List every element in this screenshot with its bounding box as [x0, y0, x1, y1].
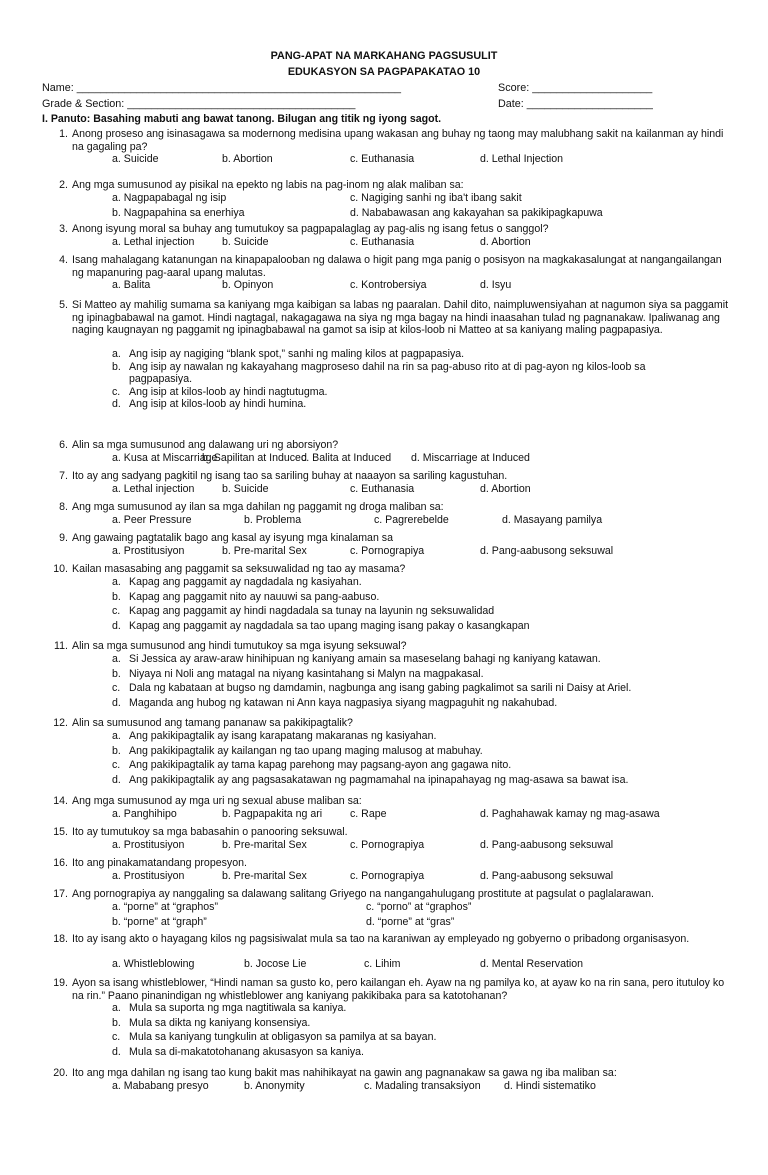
answer-choice[interactable]: d. Mental Reservation	[480, 958, 584, 970]
answer-choice[interactable]: a. Lethal injection	[112, 236, 195, 248]
question-text: Ito ay ang sadyang pagkitil ng isang tao sa sariling buhay at naaayon sa sariling kagustuhan.	[72, 470, 508, 482]
question-number: 17.	[53, 888, 68, 900]
question-text: Ayon sa isang whistleblower, “Hindi naman sa gusto ko, pero kailangan eh. Ayaw na ng pamilya ko, at ayaw ko na rin sana, pero itutuloy ko na rin.” Paano pinanindigan ng whistleblower ang kaniyang pakikibaka para sa katotohanan?	[72, 977, 725, 1002]
answer-choice[interactable]: b. Pre-marital Sex	[222, 545, 307, 557]
answer-choice[interactable]: d. Nababawasan ang kakayahan sa pakikipagkapuwa	[350, 206, 603, 219]
answer-choice[interactable]: c. Pornograpiya	[350, 545, 425, 557]
answer-choice[interactable]: c. “porno” at “graphos”	[366, 901, 472, 913]
question-number: 15.	[53, 826, 68, 838]
question-number: 3.	[59, 223, 68, 235]
question-text: Anong proseso ang isinasagawa sa modernong medisina upang wakasan ang buhay ng taong may malubhang sakit na kailanman ay hindi na gagaling pa?	[72, 128, 724, 153]
question-number: 19.	[53, 977, 68, 989]
answer-choice[interactable]: d. Isyu	[480, 279, 512, 291]
answer-choice[interactable]: b. Jocose Lie	[244, 958, 307, 970]
date-field[interactable]: Date: _____________________	[498, 98, 653, 110]
question-text: Ito ang mga dahilan ng isang tao kung bakit mas nahihikayat na gawin ang pagnanakaw sa gawa ng iba maliban sa:	[72, 1067, 617, 1079]
answer-choice[interactable]: c. Euthanasia	[350, 153, 415, 165]
answer-choice[interactable]: b. Anonymity	[244, 1080, 305, 1092]
answer-choice[interactable]: b. Problema	[244, 514, 302, 526]
score-field[interactable]: Score: ____________________	[498, 82, 653, 94]
answer-choice[interactable]: b. Opinyon	[222, 279, 274, 291]
answer-choice[interactable]: c. Euthanasia	[350, 236, 415, 248]
answer-choice[interactable]: a. Kusa at Miscarriage	[112, 452, 218, 464]
answer-choice[interactable]: b. “porne” at “graph”	[112, 915, 207, 928]
answer-choice[interactable]: d. Pang-aabusong seksuwal	[480, 870, 614, 882]
answer-choice[interactable]: d. Abortion	[480, 483, 531, 495]
question-number: 6.	[59, 439, 68, 451]
answer-choice[interactable]: a. Peer Pressure	[112, 514, 192, 526]
question-text: Alin sa sumusunod ang tamang pananaw sa pakikipagtalik?	[72, 717, 353, 729]
answer-choice[interactable]: b. Sapilitan at Induced	[202, 452, 307, 464]
exam-page: PANG-APAT NA MARKAHANG PAGSUSULIT EDUKASYON SA PAGPAPAKATAO 10 Name: ______________________________________________________ Score: ____________________ Grade & Section: ______________________________________ Date: _____________________ I. Panuto: Basahing mabuti ang bawat tanong. Bilugan ang titik ng iyong sagot. 1. Anong proseso ang isinasagawa sa modernong medisina upang wakasan ang buhay ng taong may malubhang sakit na kailanman ay hindi na gagaling pa? a. Suicide b. Abortion c. Euthanasia d. Lethal Injection 2. Ang mga sumusunod ay pisikal na epekto ng labis na pag-inom ng alak maliban sa: a. Nagpapabagal ng isip c. Nagiging sanhi ng iba't ibang sakit b. Nagpapahina sa enerhiya d. Nababawasan ang kakayahan sa pakikipagkapuwa 3. Anong isyung moral sa buhay ang tumutukoy sa pagpapalaglag ay pag-alis ng isang fetus o sanggol? a. Lethal injection b. Suicide c. Euthanasia d. Abortion 4. Isang mahalagang katanungan na kinapapalooban ng dalawa o higit pang mga panig o posisyon na magkakasalungat at nangangailangan ng mapanuring pag-aaral upang malutas. a. Balita b. Opinyon c. Kontrobersiya d. Isyu 5. Si Matteo ay mahilig sumama sa kaniyang mga kaibigan sa labas ng paaralan. Dahil dito, naimpluwensiyahan at nagumon siya sa paggamit ng ipinagbabawal na gamot. Hindi nagtagal, nakagagawa na siya ng mga bagay na hindi inaasahan tulad ng pagnanakaw. Ipaliwanag ang naging kaugnayan ng paggamit ng ipinagbabawal na gamot sa isip at kilos-loob ni Matteo at sa kaniyang maling pagpapasiya. a. Ang isip ay nagiging “blank spot,” sanhi ng maling kilos at pagpapasiya. b. Ang isip ay nawalan ng kakayahang magproseso dahil na rin sa pag-abuso rito at di pag-ayon ng kilos-loob sa pagpapasiya. c. Ang isip at kilos-loob ay hindi nagtutugma. d. Ang isip at kilos-loob ay hindi humina. 6. Alin sa mga sumusunod ang dalawang uri ng aborsiyon? a. Kusa at Miscarriage b. Sapilitan at Induced c. Balita at Induced d. Miscarriage at Induced 7. Ito ay ang sadyang pagkitil ng isang tao sa sariling buhay at naaayon sa sariling kagustuhan. a. Lethal injection b. Suicide c. Euthanasia d. Abortion 8. Ang mga sumusunod ay ilan sa mga dahilan ng paggamit ng droga maliban sa: a. Peer Pressure b. Problema c. Pagrerebelde d. Masayang pamilya 9. Ang gawaing pagtatalik bago ang kasal ay isyung mga kinalaman sa a. Prostitusiyon b. Pre-marital Sex c. Pornograpiya d. Pang-aabusong seksuwal 10. Kailan masasabing ang paggamit sa seksuwalidad ng tao ay masama? a. Kapag ang paggamit ay nagdadala ng kasiyahan. b. Kapag ang paggamit nito ay nauuwi sa pang-aabuso. c. Kapag ang paggamit ay hindi nagdadala sa tunay na layunin ng seksuwalidad d. Kapag ang paggamit ay nagdadala sa tao upang maging isang pakay o kasangkapan 11. Alin sa mga sumusunod ang hindi tumutukoy sa mga isyung seksuwal? a. Si Jessica ay araw-araw hinihipuan ng kaniyang amain sa maseselang bahagi ng kaniyang katawan. b. Niyaya ni Noli ang matagal na niyang kasintahang si Malyn na magpakasal. c. Dala ng kabataan at bugso ng damdamin, nagbunga ang isang gabing pagkalimot sa sarili ni Daisy at Ariel. d. Maganda ang hubog ng katawan ni Ann kaya nagpasiya siyang magpaguhit ng nakahubad. 12. Alin sa sumusunod ang tamang pananaw sa pakikipagtalik? a. Ang pakikipagtalik ay isang karapatang makaranas ng kasiyahan. b. Ang pakikipagtalik ay kailangan ng tao upang maging malusog at mabuhay. c. Ang pakikipagtalik ay tama kapag parehong may pagsang-ayon ang gagawa nito. d. Ang pakikipagtalik ay ang pagsasakatawan ng pagmamahal na ipinapahayag ng mag-asawa sa bawat isa. 14. Ang mga sumusunod ay mga uri ng sexual abuse maliban sa: a. Panghihipo b. Pagpapakita ng ari c. Rape d. Paghahawak kamay ng mag-asawa 15. Ito ay tumutukoy sa mga babasahin o panooring seksuwal. a. Prostitusiyon b. Pre-marital Sex c. Pornograpiya d. Pang-aabusong seksuwal 16. Ito ang pinakamatandang propesyon. a. Prostitusiyon b. Pre-marital Sex c. Pornograpiya d. Pang-aabusong seksuwal 17. Ang pornograpiya ay nanggaling sa dalawang salitang Griyego na nangangahulugang prostitute at pagsulat o paglalarawan. a. “porne” at “graphos” c. “porno” at “graphos” b. “porne” at “graph” d. “porne” at “gras” 18. Ito ay isang akto o hayagang kilos ng pagsisiwalat mula sa tao na karaniwan ay empleyado ng gobyerno o pribadong organisasyon. a. Whistleblowing b. Jocose Lie c. Lihim d. Mental Reservation 19. Ayon sa isang whistleblower, “Hindi naman sa gusto ko, pero kailangan eh. Ayaw na ng pamilya ko, at ayaw ko na rin sana, pero itutuloy ko na rin.” Paano pinanindigan ng whistleblower ang kaniyang pakikibaka para sa katotohanan? a. Mula sa suporta ng mga nagtitiwala sa kaniya. b. Mula sa dikta ng kaniyang konsensiya. c. Mula sa kaniyang tungkulin at obligasyon sa pamilya at sa bayan. d. Mula sa di-makatotohanang akusasyon sa kaniya. 20. Ito ang mga dahilan ng isang tao kung bakit mas nahihikayat na gawin ang pagnanakaw sa gawa ng iba maliban sa: a. Mababang presyo b. Anonymity c. Madaling transaksiyon d. Hindi sistematiko	[0, 0, 768, 1175]
name-field[interactable]: Name: ______________________________________________________	[42, 82, 402, 94]
answer-choice[interactable]: d. Pang-aabusong seksuwal	[480, 839, 614, 851]
question-text: Ito ang pinakamatandang propesyon.	[72, 857, 247, 869]
question-text: Ito ay tumutukoy sa mga babasahin o panooring seksuwal.	[72, 826, 348, 838]
question-number: 18.	[53, 933, 68, 945]
answer-choice[interactable]: a. Prostitusiyon	[112, 839, 185, 851]
answer-choice[interactable]: a. Prostitusiyon	[112, 870, 185, 882]
answer-choice[interactable]: a. Whistleblowing	[112, 958, 195, 970]
answer-choice[interactable]: c. Kontrobersiya	[350, 279, 427, 291]
question-number: 11.	[54, 640, 68, 652]
question-text: Ang mga sumusunod ay ilan sa mga dahilan ng paggamit ng droga maliban sa:	[72, 501, 444, 513]
question-number: 4.	[59, 254, 68, 266]
answer-choice[interactable]: a. Suicide	[112, 153, 159, 165]
answer-choice[interactable]: b. Suicide	[222, 483, 269, 495]
answer-choice[interactable]: c. Madaling transaksiyon	[364, 1080, 481, 1092]
question-number: 20.	[53, 1067, 68, 1079]
question-number: 14.	[53, 795, 68, 807]
question-number: 7.	[59, 470, 68, 482]
question-number: 5.	[59, 299, 68, 311]
question-text: Anong isyung moral sa buhay ang tumutukoy sa pagpapalaglag ay pag-alis ng isang fetus o sanggol?	[72, 223, 549, 235]
answer-choice[interactable]: c. Pornograpiya	[350, 839, 425, 851]
answer-choice[interactable]: c. Pornograpiya	[350, 870, 425, 882]
question-text: Si Matteo ay mahilig sumama sa kaniyang mga kaibigan sa labas ng paaralan. Dahil dito, naimpluwensiyahan at nagumon siya sa paggamit ng ipinagbabawal na gamot. Hindi nagtagal, nakagagawa na siya ng mga bagay na hindi inaasahan tulad ng pagnanakaw. Ipaliwanag ang naging kaugnayan ng paggamit ng ipinagbabawal na gamot sa isip at kilos-loob ni Matteo at sa kaniyang maling pagpapasiya.	[72, 299, 729, 337]
answer-choice[interactable]: b. Suicide	[222, 236, 269, 248]
question-text: Kailan masasabing ang paggamit sa seksuwalidad ng tao ay masama?	[72, 563, 406, 575]
answer-choice[interactable]: c. Rape	[350, 808, 387, 820]
answer-choice[interactable]: b. Pre-marital Sex	[222, 870, 307, 882]
exam-title: PANG-APAT NA MARKAHANG PAGSUSULIT	[270, 50, 498, 62]
question-text: Ito ay isang akto o hayagang kilos ng pagsisiwalat mula sa tao na karaniwan ay empleyado ng gobyerno o pribadong organisasyon.	[72, 933, 690, 945]
grade-section-field[interactable]: Grade & Section: ______________________________________	[42, 98, 356, 110]
question-number: 2.	[59, 179, 68, 191]
question-number: 8.	[59, 501, 68, 513]
instruction: I. Panuto: Basahing mabuti ang bawat tanong. Bilugan ang titik ng iyong sagot.	[42, 113, 442, 125]
answer-choice[interactable]: c. Balita at Induced	[301, 452, 392, 464]
answer-choice[interactable]: d. “porne” at “gras”	[366, 915, 455, 928]
answer-choice[interactable]: d. Abortion	[480, 236, 531, 248]
answer-choice[interactable]: a. Balita	[112, 279, 151, 291]
answer-choice[interactable]: d. Pang-aabusong seksuwal	[480, 545, 614, 557]
question-number: 10.	[53, 563, 68, 575]
exam-subject: EDUKASYON SA PAGPAPAKATAO 10	[287, 66, 481, 78]
answer-choice[interactable]: c. Pagrerebelde	[374, 514, 449, 526]
question-text: Alin sa mga sumusunod ang hindi tumutukoy sa mga isyung seksuwal?	[72, 640, 407, 652]
answer-choice[interactable]: c. Nagiging sanhi ng iba't ibang sakit	[350, 192, 522, 204]
answer-choice[interactable]: b. Nagpapahina sa enerhiya	[112, 206, 245, 219]
answer-choice[interactable]: b. Abortion	[222, 153, 273, 165]
answer-choice[interactable]: a. Prostitusiyon	[112, 545, 185, 557]
question-text: Ang mga sumusunod ay pisikal na epekto ng labis na pag-inom ng alak maliban sa:	[72, 179, 464, 191]
question-text: Ang gawaing pagtatalik bago ang kasal ay isyung mga kinalaman sa	[72, 532, 393, 544]
question-number: 12.	[53, 717, 68, 729]
answer-choice[interactable]: c. Lihim	[364, 958, 401, 970]
answer-choice[interactable]: d. Hindi sistematiko	[504, 1080, 596, 1092]
question-text: Ang mga sumusunod ay mga uri ng sexual abuse maliban sa:	[72, 795, 362, 807]
answer-choice[interactable]: d. Lethal Injection	[480, 153, 564, 165]
question-text: Alin sa mga sumusunod ang dalawang uri ng aborsiyon?	[72, 439, 339, 451]
answer-choice[interactable]: d. Paghahawak kamay ng mag-asawa	[480, 808, 660, 820]
question-number: 9.	[59, 532, 68, 544]
question-number: 16.	[53, 857, 68, 869]
answer-choice[interactable]: d. Miscarriage at Induced	[411, 452, 530, 464]
answer-choice[interactable]: b. Pre-marital Sex	[222, 839, 307, 851]
answer-choice[interactable]: a. “porne” at “graphos”	[112, 901, 218, 913]
answer-choice[interactable]: a. Mababang presyo	[112, 1080, 209, 1092]
answer-choice[interactable]: c. Euthanasia	[350, 483, 415, 495]
answer-choice[interactable]: a. Nagpapabagal ng isip	[112, 192, 227, 204]
question-number: 1.	[59, 128, 68, 140]
answer-choice[interactable]: a. Lethal injection	[112, 483, 195, 495]
answer-choice[interactable]: d. Masayang pamilya	[502, 514, 603, 526]
question-text: Isang mahalagang katanungan na kinapapalooban ng dalawa o higit pang mga panig o posisyon na magkakasalungat at nangangailangan ng mapanuring pag-aaral upang malutas.	[72, 254, 722, 279]
answer-choice[interactable]: b. Pagpapakita ng ari	[222, 808, 323, 820]
question-text: Ang pornograpiya ay nanggaling sa dalawang salitang Griyego na nangangahulugang prostitute at pagsulat o paglalarawan.	[72, 888, 654, 900]
answer-choice[interactable]: a. Panghihipo	[112, 808, 177, 820]
